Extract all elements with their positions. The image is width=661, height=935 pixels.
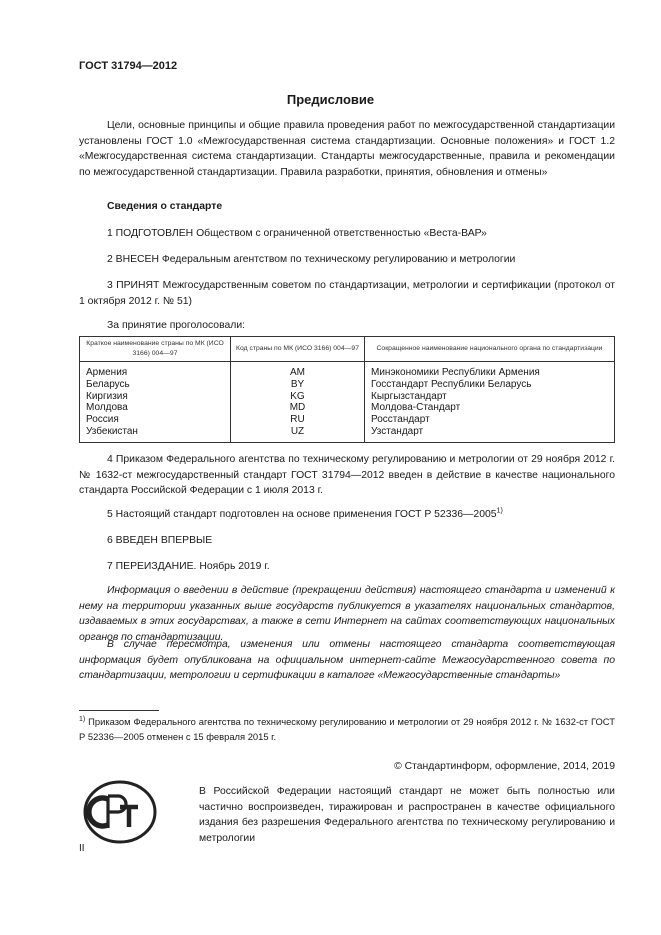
item-7-reissue: 7 ПЕРЕИЗДАНИЕ. Ноябрь 2019 г. xyxy=(107,561,270,572)
table-row xyxy=(80,362,615,443)
item-3-adopted: 3 ПРИНЯТ Межгосударственным советом по стандартизации, метрологии и сертификации (протокол от 1 октября 2012 г. № 51) xyxy=(79,280,615,307)
page-number: II xyxy=(79,843,85,854)
footnote-ref: 1) xyxy=(496,507,503,515)
item-4-order: 4 Приказом Федерального агентства по техническому регулированию и метрологии от 29 ноября 2012 г. № 1632-ст межгосударственный стандарт ГОСТ 31794—2012 введен в действие в качестве национального стандарта Российской Федерации с 1 июля 2013 г. xyxy=(79,454,615,497)
item-5-text: 5 Настоящий стандарт подготовлен на основе применения ГОСТ Р 52336—2005 xyxy=(107,509,497,520)
footnote-divider xyxy=(79,710,159,711)
rst-certification-mark-icon xyxy=(82,779,158,845)
item-2-submitted: 2 ВНЕСЕН Федеральным агентством по техническому регулированию и метрологии xyxy=(107,254,516,265)
copyright-line: © Стандартинформ, оформление, 2014, 2019 xyxy=(394,761,615,772)
reproduction-notice: В Российской Федерации настоящий стандарт не может быть полностью или частично воспроизведен, тиражирован и распространен в качестве официального издания без разрешения Федерального агентства по техническому регулированию и метрологии xyxy=(199,786,615,844)
country-list: Армения Беларусь Киргизия Молдова Россия Узбекистан xyxy=(80,362,231,443)
voted-label: За принятие проголосовали: xyxy=(107,320,246,331)
table-header-country: Краткое наименование страны по МК (ИСО 3166) 004—97 xyxy=(80,337,231,362)
info-paragraph-2: В случае пересмотра, изменения или отмены настоящего стандарта соответствующая информация будет опубликована на официальном интернет-сайте Межгосударственного совета по стандартизации, метрологии и сертификации в каталоге «Межгосударственные стандарты» xyxy=(79,639,615,682)
country-code-list: AM BY KG MD RU UZ xyxy=(231,362,365,443)
page-title: Предисловие xyxy=(286,92,375,107)
document-code: ГОСТ 31794—2012 xyxy=(79,60,178,72)
item-6-first-introduced: 6 ВВЕДЕН ВПЕРВЫЕ xyxy=(107,535,213,546)
item-1-prepared: 1 ПОДГОТОВЛЕН Обществом с ограниченной ответственностью «Веста-ВАР» xyxy=(107,228,487,239)
footnote-mark: 1) xyxy=(79,715,86,723)
footnote xyxy=(79,715,615,744)
standards-body-list: Минэкономики Республики Армения Госстандарт Республики Беларусь Кыргызстандарт Молдова-Стандарт Росстандарт Узстандарт xyxy=(365,362,615,443)
footnote-text: Приказом Федерального агентства по техническому регулированию и метрологии от 29 ноября 2012 г. № 1632-ст ГОСТ Р 52336—2005 отменен с 15 февраля 2015 г. xyxy=(79,716,615,742)
section-heading: Сведения о стандарте xyxy=(107,201,223,212)
table-header-body: Сокращенное наименование национального органа по стандартизации xyxy=(365,337,615,362)
item-5-basis xyxy=(79,507,615,523)
info-paragraph-1: Информация о введении в действие (прекращении действия) настоящего стандарта и изменений к нему на территории указанных выше государств публикуется в указателях национальных стандартов, издаваемых в этих государствах, а также в сети Интернет на сайтах соответствующих национальных органов по стандартизации. xyxy=(79,585,615,643)
voting-table xyxy=(79,336,615,443)
table-header-code: Код страны по МК (ИСО 3166) 004—97 xyxy=(231,337,365,362)
intro-paragraph: Цели, основные принципы и общие правила проведения работ по межгосударственной стандартизации установлены ГОСТ 1.0 «Межгосударственная система стандартизации. Основные положения» и ГОСТ 1.2 «Межгосударственная система стандартизации. Стандарты межгосударственные, правила и рекомендации по межгосударственной стандартизации. Правила разработки, принятия, обновления и отмены» xyxy=(79,120,615,178)
table-header-row xyxy=(80,337,615,362)
